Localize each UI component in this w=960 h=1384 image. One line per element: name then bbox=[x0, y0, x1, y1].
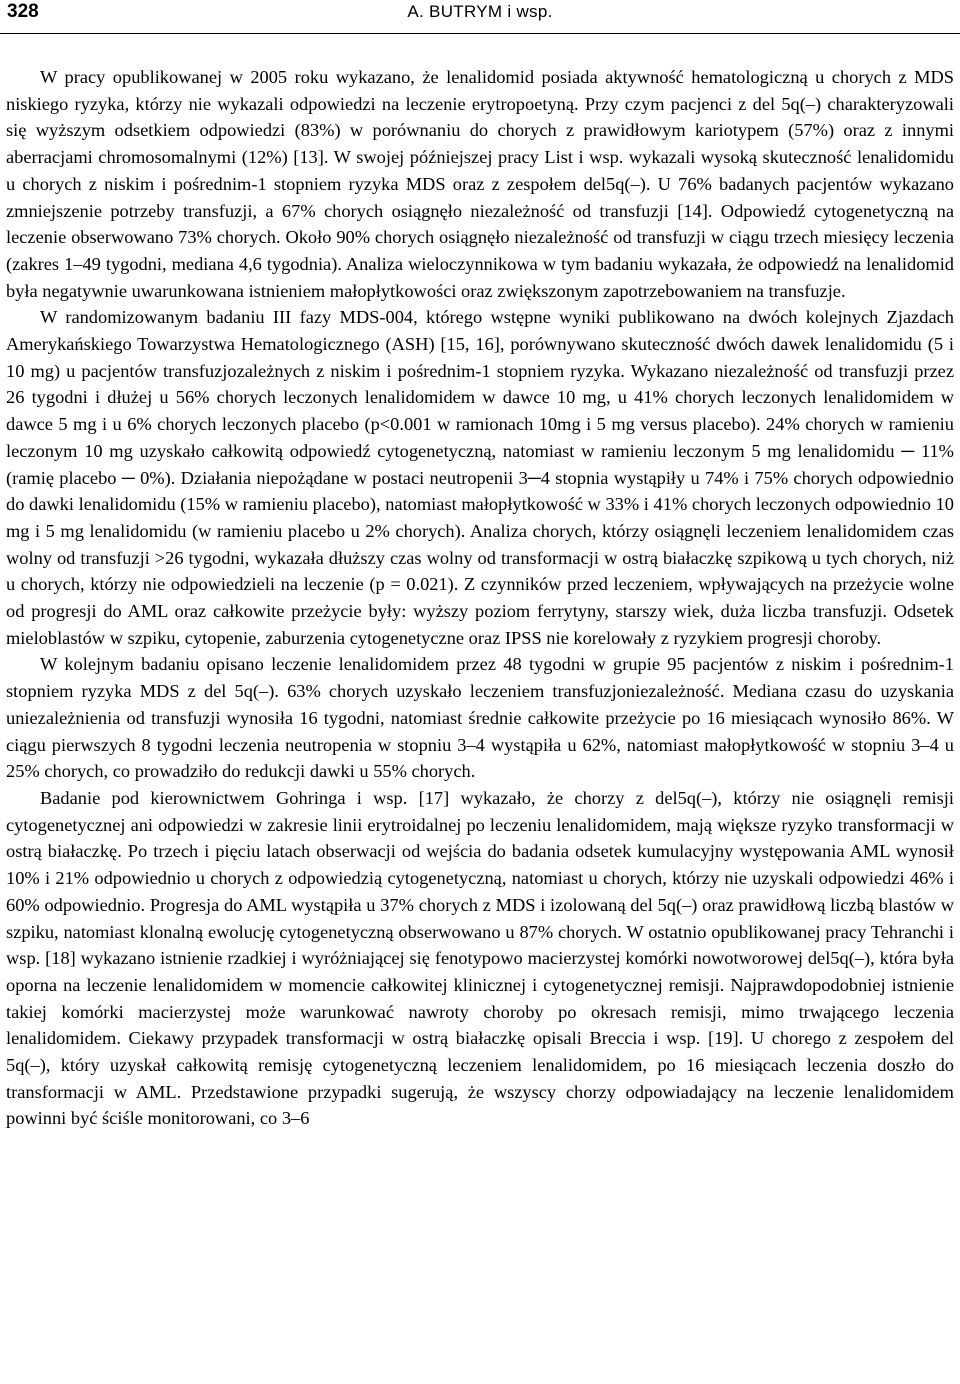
paragraph-gohring-study: Badanie pod kierownictwem Gohringa i wsp. [17] wykazało, że chorzy z del5q(–), którzy nie osiągnęli remisji cytogenetycznej ani odpowiedzi w zakresie linii erytroidalnej po leczeniu lenalidomidem, mają większe ryzyko transformacji w ostrą białaczkę. Po trzech i pięciu latach obserwacji od wejścia do badania odsetek kumulacyjny występowania AML wynosił 10% i 21% odpowiednio u chorych z odpowiedzią cytogenetyczną, natomiast u chorych, którzy nie uzyskali odpowiedzi 46% i 60% odpowiednio. Progresja do AML wystąpiła u 37% chorych z MDS i izolowaną del 5q(–) oraz prawidłową liczbą blastów w szpiku, natomiast klonalną ewolucję cytogenetyczną obserwowano u 87% chorych. W ostatnio opublikowanej pracy Tehranchi i wsp. [18] wykazano istnienie rzadkiej i wyróżniającej się fenotypowo macierzystej komórki nowotworowej del5q(–), która była oporna na leczenie lenalidomidem w momencie całkowitej klinicznej i cytogenetycznej remisji. Najprawdopodobniej istnienie takiej komórki macierzystej może warunkować nawroty choroby po okresach remisji, mimo trwającego leczenia lenalidomidem. Ciekawy przypadek transformacji w ostrą białaczkę opisali Breccia i wsp. [19]. U chorego z zespołem del 5q(–), który uzyskał całkowitą remisję cytogenetyczną leczeniem lenalidomidem, po 16 miesiącach leczenia doszło do transformacji w AML. Przedstawione przypadki sugerują, że wszyscy chorzy odpowiadający na leczenie lenalidomidem powinni być ściśle monitorowani, co 3–6 bbox=[6, 787, 954, 1129]
article-body bbox=[6, 64, 954, 1132]
page-number: 328 bbox=[7, 1, 39, 22]
paragraph-mds-004-trial: W randomizowanym badaniu III fazy MDS-004, którego wstępne wyniki publikowano na dwóch kolejnych Zjazdach Amerykańskiego Towarzystwa Hematologicznego (ASH) [15, 16], porównywano skuteczność dwóch dawek lenalidomidu (5 i 10 mg) u pacjentów transfuzjozależnych z niskim i pośrednim-1 stopniem ryzyka. Wykazano niezależność od transfuzji przez 26 tygodni i dłużej u 56% chorych leczonych lenalidomidem w dawce 10 mg, u 41% chorych leczonych lenalidomidem w dawce 5 mg i u 6% chorych leczonych placebo (p<0.001 w ramionach 10mg i 5 mg versus placebo). 24% chorych w ramieniu leczonym 10 mg uzyskało całkowitą odpowiedź cytogenetyczną, natomiast w ramieniu leczonym 5 mg lenalidomidu ─ 11% (ramię placebo ─ 0%). Działania niepożądane w postaci neutropenii 3─4 stopnia wystąpiły u 74% i 75% chorych odpowiednio do dawki lenalidomidu (15% w ramieniu placebo), natomiast małopłytkowość w 33% i 41% chorych leczonych odpowiednio 10 mg i 5 mg lenalidomidu (w ramieniu placebo u 2% chorych). Analiza chorych, którzy osiągnęli leczeniem lenalidomidem czas wolny od transfuzji >26 tygodni, wykazała dłuższy czas wolny od transformacji w ostrą białaczkę szpikową u tych chorych, niż u chorych, którzy nie odpowiedzieli na leczenie (p = 0.021). Z czynników przed leczeniem, wpływających na przeżycie wolne od progresji do AML oraz całkowite przeżycie były: wyższy poziom ferrytyny, starszy wiek, duża liczba transfuzji. Odsetek mieloblastów w szpiku, cytopenie, zaburzenia cytogenetyczne oraz IPSS nie korelowały z ryzykiem progresji choroby. bbox=[6, 307, 954, 648]
running-head: A. BUTRYM i wsp. bbox=[407, 2, 553, 21]
paragraph-48-week-study: W kolejnym badaniu opisano leczenie lenalidomidem przez 48 tygodni w grupie 95 pacjentów z niskim i pośrednim-1 stopniem ryzyka MDS z del 5q(–). 63% chorych uzyskało leczeniem transfuzjoniezależność. Mediana czasu do uzyskania uniezależnienia od transfuzji wynosiła 16 tygodni, natomiast średnie całkowite przeżycie po 16 miesiącach wynosiło 86%. W ciągu pierwszych 8 tygodni leczenia neutropenia w stopniu 3–4 wystąpiła u 62%, natomiast małopłytkowość w stopniu 3–4 u 25% chorych, co prowadziło do redukcji dawki u 55% chorych. bbox=[6, 654, 954, 782]
paragraph-lenalidomide-activity: W pracy opublikowanej w 2005 roku wykazano, że lenalidomid posiada aktywność hematologiczną u chorych z MDS niskiego ryzyka, którzy nie wykazali odpowiedzi na leczenie erytropoetyną. Przy czym pacjenci z del 5q(–) charakteryzowali się wyższym odsetkiem odpowiedzi (83%) w porównaniu do chorych z prawidłowym kariotypem (57%) oraz z innymi aberracjami chromosomalnymi (12%) [13]. W swojej późniejszej pracy List i wsp. wykazali wysoką skuteczność lenalidomidu u chorych z niskim i pośrednim-1 stopniem ryzyka MDS oraz z zespołem del5q(–). U 76% badanych pacjentów wykazano zmniejszenie potrzeby transfuzji, a 67% chorych osiągnęło niezależność od transfuzji [14]. Odpowiedź cytogenetyczną na leczenie obserwowano 73% chorych. Około 90% chorych osiągnęło niezależność od transfuzji w ciągu trzech miesięcy leczenia (zakres 1–49 tygodni, mediana 4,6 tygodnia). Analiza wieloczynnikowa w tym badaniu wykazała, że odpowiedź na lenalidomid była negatywnie uwarunkowana istnieniem małopłytkowości oraz zwiększonym zapotrzebowaniem na transfuzje. bbox=[6, 67, 954, 301]
page-header bbox=[0, 0, 960, 34]
